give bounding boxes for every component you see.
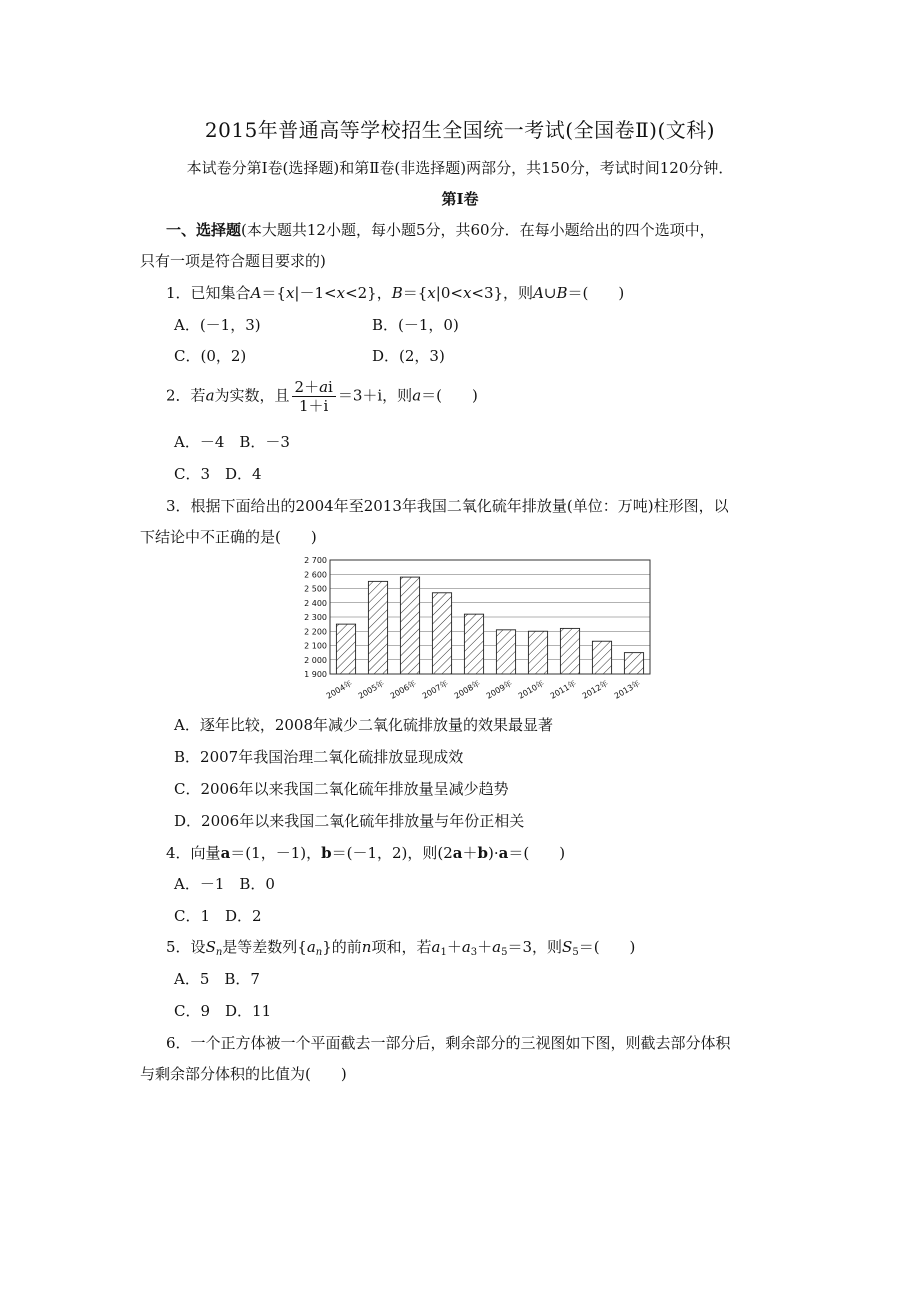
- so2-emission-bar-chart: [296, 548, 658, 706]
- q3-option-b: B．2007年我国治理二氧化硫排放显现成效: [174, 748, 464, 766]
- q1-number: 1．: [166, 284, 191, 302]
- q2-text: 若: [190, 386, 206, 405]
- q5-subscript: n: [315, 947, 323, 958]
- q2-number: 2．: [166, 386, 191, 405]
- q5-options-1: A．5 B．7: [174, 970, 260, 988]
- q1-option-a: A．(－1，3): [174, 316, 261, 334]
- q1-text: ＝{: [402, 284, 428, 302]
- part-title: 第Ⅰ卷: [441, 190, 479, 208]
- x-tick-label: 2011年: [548, 678, 578, 701]
- x-tick-label: 2013年: [612, 678, 642, 701]
- q2-num-part: 2＋: [294, 378, 320, 396]
- q3-option-a: A．逐年比较，2008年减少二氧化硫排放量的效果最显著: [174, 716, 554, 734]
- q5-subscript: n: [215, 947, 223, 958]
- q5-subscript: 3: [470, 947, 478, 958]
- q4-text: ＋: [462, 844, 478, 862]
- q3-option-d: D．2006年以来我国二氧化硫年排放量与年份正相关: [174, 812, 525, 830]
- q5-text: 是等差数列{: [222, 938, 307, 956]
- q1-var: x: [427, 284, 436, 302]
- q5-var: a: [431, 938, 441, 956]
- q4-text: 向量: [190, 844, 221, 862]
- q1-var: B: [556, 284, 568, 302]
- q1-var: x: [285, 284, 295, 302]
- q2-fraction: [292, 378, 336, 415]
- y-tick-label: 2 300: [304, 613, 327, 622]
- q4-options-1: A．－1 B．0: [174, 875, 275, 893]
- bar-2013年: [624, 653, 643, 674]
- q4-vector: b: [477, 844, 489, 862]
- q5-var: S: [562, 938, 573, 956]
- q1-text: |0<: [435, 284, 463, 302]
- q4-vector: b: [321, 844, 332, 862]
- q5-text: }的前: [322, 938, 362, 956]
- q1-var: A: [250, 284, 262, 302]
- section-desc-2: 只有一项是符合题目要求的): [140, 252, 326, 270]
- q1-text: ＝{: [261, 284, 286, 302]
- q3-number: 3．: [166, 497, 191, 515]
- chart-y-ticks: [304, 556, 327, 679]
- question-6-line-1: [166, 1032, 731, 1053]
- x-tick-label: 2008年: [452, 678, 482, 701]
- q5-var: n: [361, 938, 372, 956]
- q5-subscript: 5: [501, 947, 508, 958]
- x-tick-label: 2005年: [356, 678, 386, 701]
- q1-var: A: [533, 284, 544, 302]
- x-tick-label: 2009年: [484, 678, 514, 701]
- question-3-line-1: [166, 495, 729, 516]
- exam-title: 2015年普通高等学校招生全国统一考试(全国卷Ⅱ)(文科): [204, 118, 716, 142]
- section-label: 一、选择题: [166, 221, 242, 239]
- x-tick-label: 2006年: [388, 678, 418, 701]
- bar-2005年: [368, 581, 387, 674]
- bar-2012年: [592, 641, 611, 674]
- chart-x-ticks: [324, 678, 642, 701]
- y-tick-label: 2 100: [304, 641, 327, 651]
- q1-var: B: [391, 284, 403, 302]
- question-4: [166, 842, 565, 863]
- question-5: [166, 936, 635, 958]
- q1-option-c: C．(0，2): [174, 347, 247, 365]
- y-tick-label: 2 500: [304, 584, 327, 594]
- q5-text: ＋: [477, 938, 493, 956]
- q2-num-part: i: [328, 378, 333, 396]
- bar-2006年: [400, 577, 419, 674]
- bar-2004年: [336, 624, 355, 674]
- bar-2008年: [464, 614, 483, 674]
- q2-var: a: [205, 386, 215, 405]
- question-1: [166, 282, 624, 303]
- q1-text: |－1<: [294, 284, 337, 302]
- q5-options-2: C．9 D．11: [174, 1002, 272, 1020]
- q6-number: 6．: [166, 1034, 191, 1052]
- q3-option-c: C．2006年以来我国二氧化硫年排放量呈减少趋势: [174, 780, 509, 798]
- bar-2011年: [560, 628, 579, 674]
- exam-intro: 本试卷分第Ⅰ卷(选择题)和第Ⅱ卷(非选择题)两部分，共150分，考试时间120分钟．: [186, 159, 734, 177]
- q4-text: ＝( ): [508, 844, 566, 862]
- q1-text: ∪: [543, 284, 557, 302]
- q2-num-var: a: [319, 378, 329, 396]
- section-header: [166, 219, 715, 240]
- q5-text: 项和，若: [371, 938, 432, 956]
- q2-text: 为实数，且: [214, 386, 290, 405]
- q4-vector: a: [220, 844, 231, 862]
- q2-fraction-denominator: 1＋i: [299, 397, 329, 415]
- q1-text: <3}，则: [471, 284, 534, 302]
- x-tick-label: 2007年: [420, 678, 450, 701]
- q2-var: a: [412, 386, 422, 405]
- q6-text: 一个正方体被一个平面截去一部分后，剩余部分的三视图如下图，则截去部分体积: [190, 1034, 731, 1052]
- y-tick-label: 2 000: [304, 655, 327, 665]
- q2-text: ＝( ): [421, 386, 478, 405]
- x-tick-label: 2010年: [516, 678, 546, 701]
- y-tick-label: 2 600: [304, 570, 327, 580]
- q2-options-1: A．－4 B．－3: [174, 433, 290, 451]
- q5-var: a: [492, 938, 502, 956]
- q5-number: 5．: [166, 938, 191, 956]
- y-tick-label: 1 900: [304, 670, 327, 679]
- q1-option-d: D．(2，3): [372, 347, 445, 365]
- q2-options-2: C．3 D．4: [174, 465, 262, 483]
- q4-text: ＝(1，－1)，: [230, 844, 322, 862]
- question-2: [166, 378, 478, 415]
- q4-options-2: C．1 D．2: [174, 907, 262, 925]
- q4-vector: a: [452, 844, 463, 862]
- q2-text: ＝3＋i，则: [337, 386, 413, 405]
- y-tick-label: 2 400: [304, 598, 327, 608]
- q1-text: ＝( ): [567, 284, 625, 302]
- q1-text: <2}，: [345, 284, 392, 302]
- q2-fraction-numerator: [292, 378, 336, 397]
- q4-vector: a: [498, 844, 509, 862]
- bar-2010年: [528, 631, 547, 674]
- question-6-line-2: 与剩余部分体积的比值为( ): [140, 1065, 347, 1083]
- bar-2007年: [432, 593, 451, 674]
- q5-subscript: 1: [440, 947, 447, 958]
- q5-subscript: 5: [572, 947, 579, 958]
- q1-var: x: [336, 284, 346, 302]
- x-tick-label: 2012年: [580, 678, 610, 701]
- q1-text: 已知集合: [190, 284, 251, 302]
- q4-number: 4．: [166, 844, 191, 862]
- q1-option-b: B．(－1，0): [372, 316, 459, 334]
- question-3-line-2: 下结论中不正确的是( ): [140, 528, 317, 546]
- q5-var: a: [461, 938, 471, 956]
- section-desc-1: (本大题共12小题，每小题5分，共60分．在每小题给出的四个选项中，: [241, 221, 715, 239]
- q5-var: a: [306, 938, 316, 956]
- y-tick-label: 2 200: [304, 627, 327, 637]
- q5-text: 设: [190, 938, 206, 956]
- q4-text: )·: [488, 844, 499, 862]
- q5-text: ＋: [446, 938, 462, 956]
- q3-text: 根据下面给出的2004年至2013年我国二氧化硫年排放量(单位：万吨)柱形图，以: [190, 497, 729, 515]
- x-tick-label: 2004年: [324, 678, 354, 701]
- q5-text: ＝( ): [578, 938, 636, 956]
- q1-var: x: [462, 284, 472, 302]
- q5-text: ＝3，则: [507, 938, 563, 956]
- q4-text: ＝(－1，2)，则(2: [331, 844, 453, 862]
- bar-2009年: [496, 630, 515, 674]
- y-tick-label: 2 700: [304, 556, 327, 565]
- q5-var: S: [205, 938, 216, 956]
